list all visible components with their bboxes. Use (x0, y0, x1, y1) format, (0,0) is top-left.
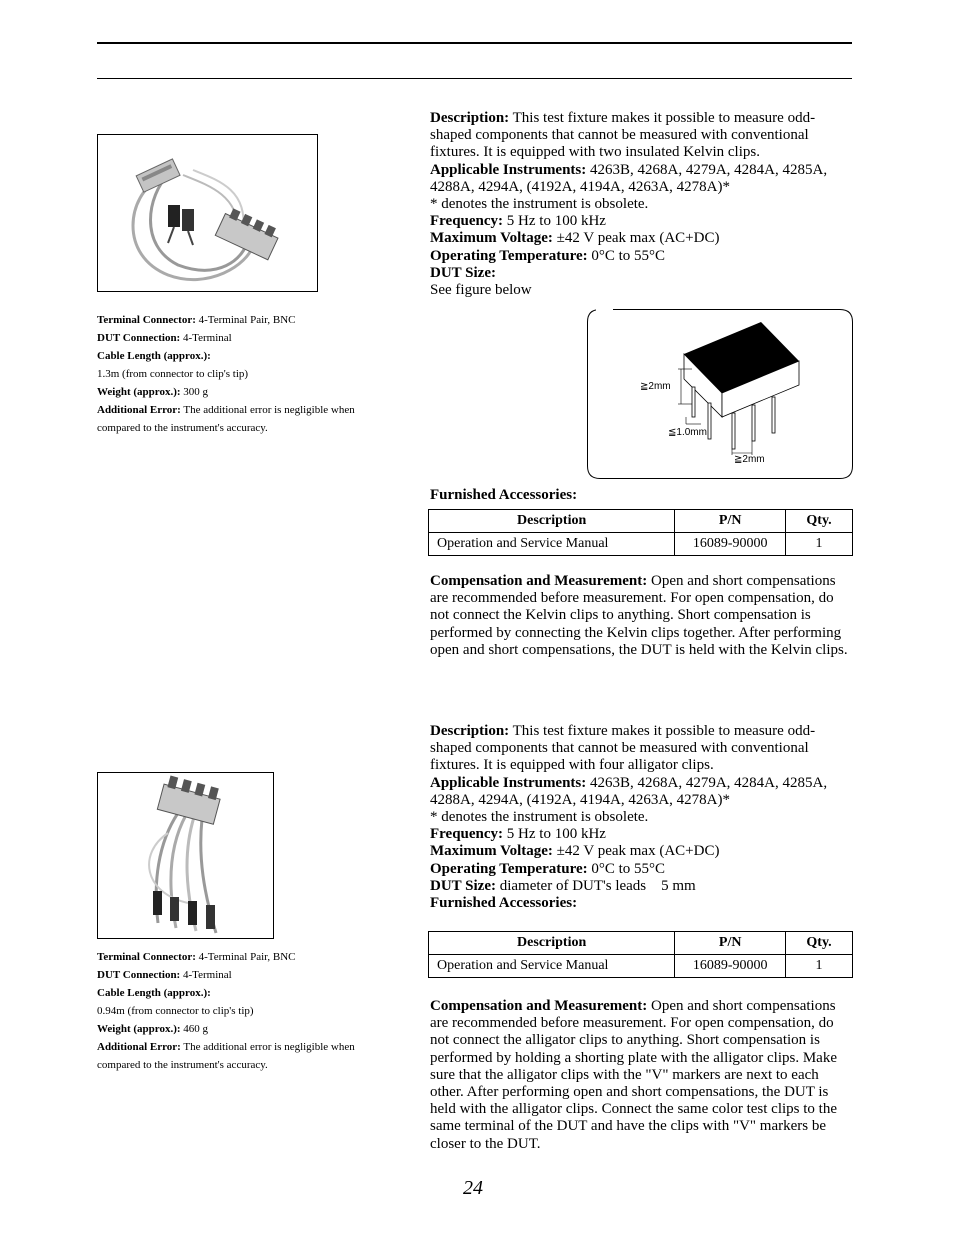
fixture1-compensation: Compensation and Measurement: Open and short compensations are recommended before measurement. For open compensation, do not connect the Kelvin clips to anything. Short compensation is performed by connecting the Kelvin clips together. After performing open and short compensations, the DUT is held with the Kelvin clips. (430, 573, 848, 658)
table-cell: 1 (786, 955, 853, 978)
table-cell: Operation and Service Manual (429, 955, 675, 978)
fixture2-compensation: Compensation and Measurement: Open and short compensations are recommended before measurement. For open compensation, do not connect the alligator clips to anything. Short compensation is performed by holding a shorting plate with the alligator clips. Make sure that the alligator clips with the "V" markers are next to each other. After performing open and short compensations, the DUT is held with the alligator clips. Connect the same color test clips to the same terminal of the DUT and have the clips with "V" markers be closer to the DUT. (430, 998, 837, 1152)
fixture1-specs: Terminal Connector: 4-Terminal Pair, BNC DUT Connection: 4-Terminal Cable Length (approx.): 1.3m (from connector to clip's tip) Weight (approx.): 300 g Additional Error: The additional error is negligible when compared to the instrument's accuracy. (97, 314, 355, 434)
table-row (429, 955, 853, 978)
table-cell: Operation and Service Manual (429, 533, 675, 556)
lead-label: ≦1.0mm (668, 427, 707, 438)
fixture1-description: Description: This test fixture makes it possible to measure odd-shaped components that cannot be measured with conventional fixtures. It is equipped with two insulated Kelvin clips. Applicable Instruments: 4263B, 4268A, 4279A, 4284A, 4285A, 4288A, 4294A, (4192A, 4194A, 4263A, 4278A)* * denotes the instrument is obsolete. Frequency: 5 Hz to 100 kHz Maximum Voltage: ±42 V peak max (AC+DC) Operating Temperature: 0°C to 55°C DUT Size: See figure below (430, 110, 828, 299)
col-header: Qty. (786, 932, 853, 955)
alligator-clip-fixture-photo (97, 772, 274, 939)
page-number: 24 (463, 1177, 483, 1199)
table-cell: 16089-90000 (675, 533, 786, 556)
fixture2-accessories-table (428, 931, 853, 978)
height-label: ≧2mm (640, 381, 671, 392)
col-header: Qty. (786, 510, 853, 533)
col-header: Description (429, 932, 675, 955)
kelvin-clip-fixture-photo (97, 134, 318, 292)
table-header-row (429, 932, 853, 955)
fixture1-accessories-table (428, 509, 853, 556)
col-header: P/N (675, 932, 786, 955)
table-cell: 1 (786, 533, 853, 556)
pitch-label: ≧2mm (734, 454, 765, 465)
fixture2-specs: Terminal Connector: 4-Terminal Pair, BNC DUT Connection: 4-Terminal Cable Length (approx.): 0.94m (from connector to clip's tip) Weight (approx.): 460 g Additional Error: The additional error is negligible when compared to the instrument's accuracy. (97, 951, 355, 1071)
col-header: P/N (675, 510, 786, 533)
col-header: Description (429, 510, 675, 533)
dut-size-figure (586, 309, 853, 479)
table-cell: 16089-90000 (675, 955, 786, 978)
table-header-row (429, 510, 853, 533)
header-rule-thick (97, 42, 852, 44)
table-row (429, 533, 853, 556)
header-rule-thin (97, 78, 852, 79)
fixture2-accessories-heading: Furnished Accessories: (430, 895, 578, 912)
fixture1-accessories-heading: Furnished Accessories: (430, 487, 578, 503)
fixture2-description: Description: This test fixture makes it possible to measure odd-shaped components that cannot be measured with conventional fixtures. It is equipped with four alligator clips. Applicable Instruments: 4263B, 4268A, 4279A, 4284A, 4285A, 4288A, 4294A, (4192A, 4194A, 4263A, 4278A)* * denotes the instrument is obsolete. Frequency: 5 Hz to 100 kHz Maximum Voltage: ±42 V peak max (AC+DC) Operating Temperature: 0°C to 55°C DUT Size: diameter of DUT's leads 5 mm Furnished Accessories: (430, 723, 828, 912)
